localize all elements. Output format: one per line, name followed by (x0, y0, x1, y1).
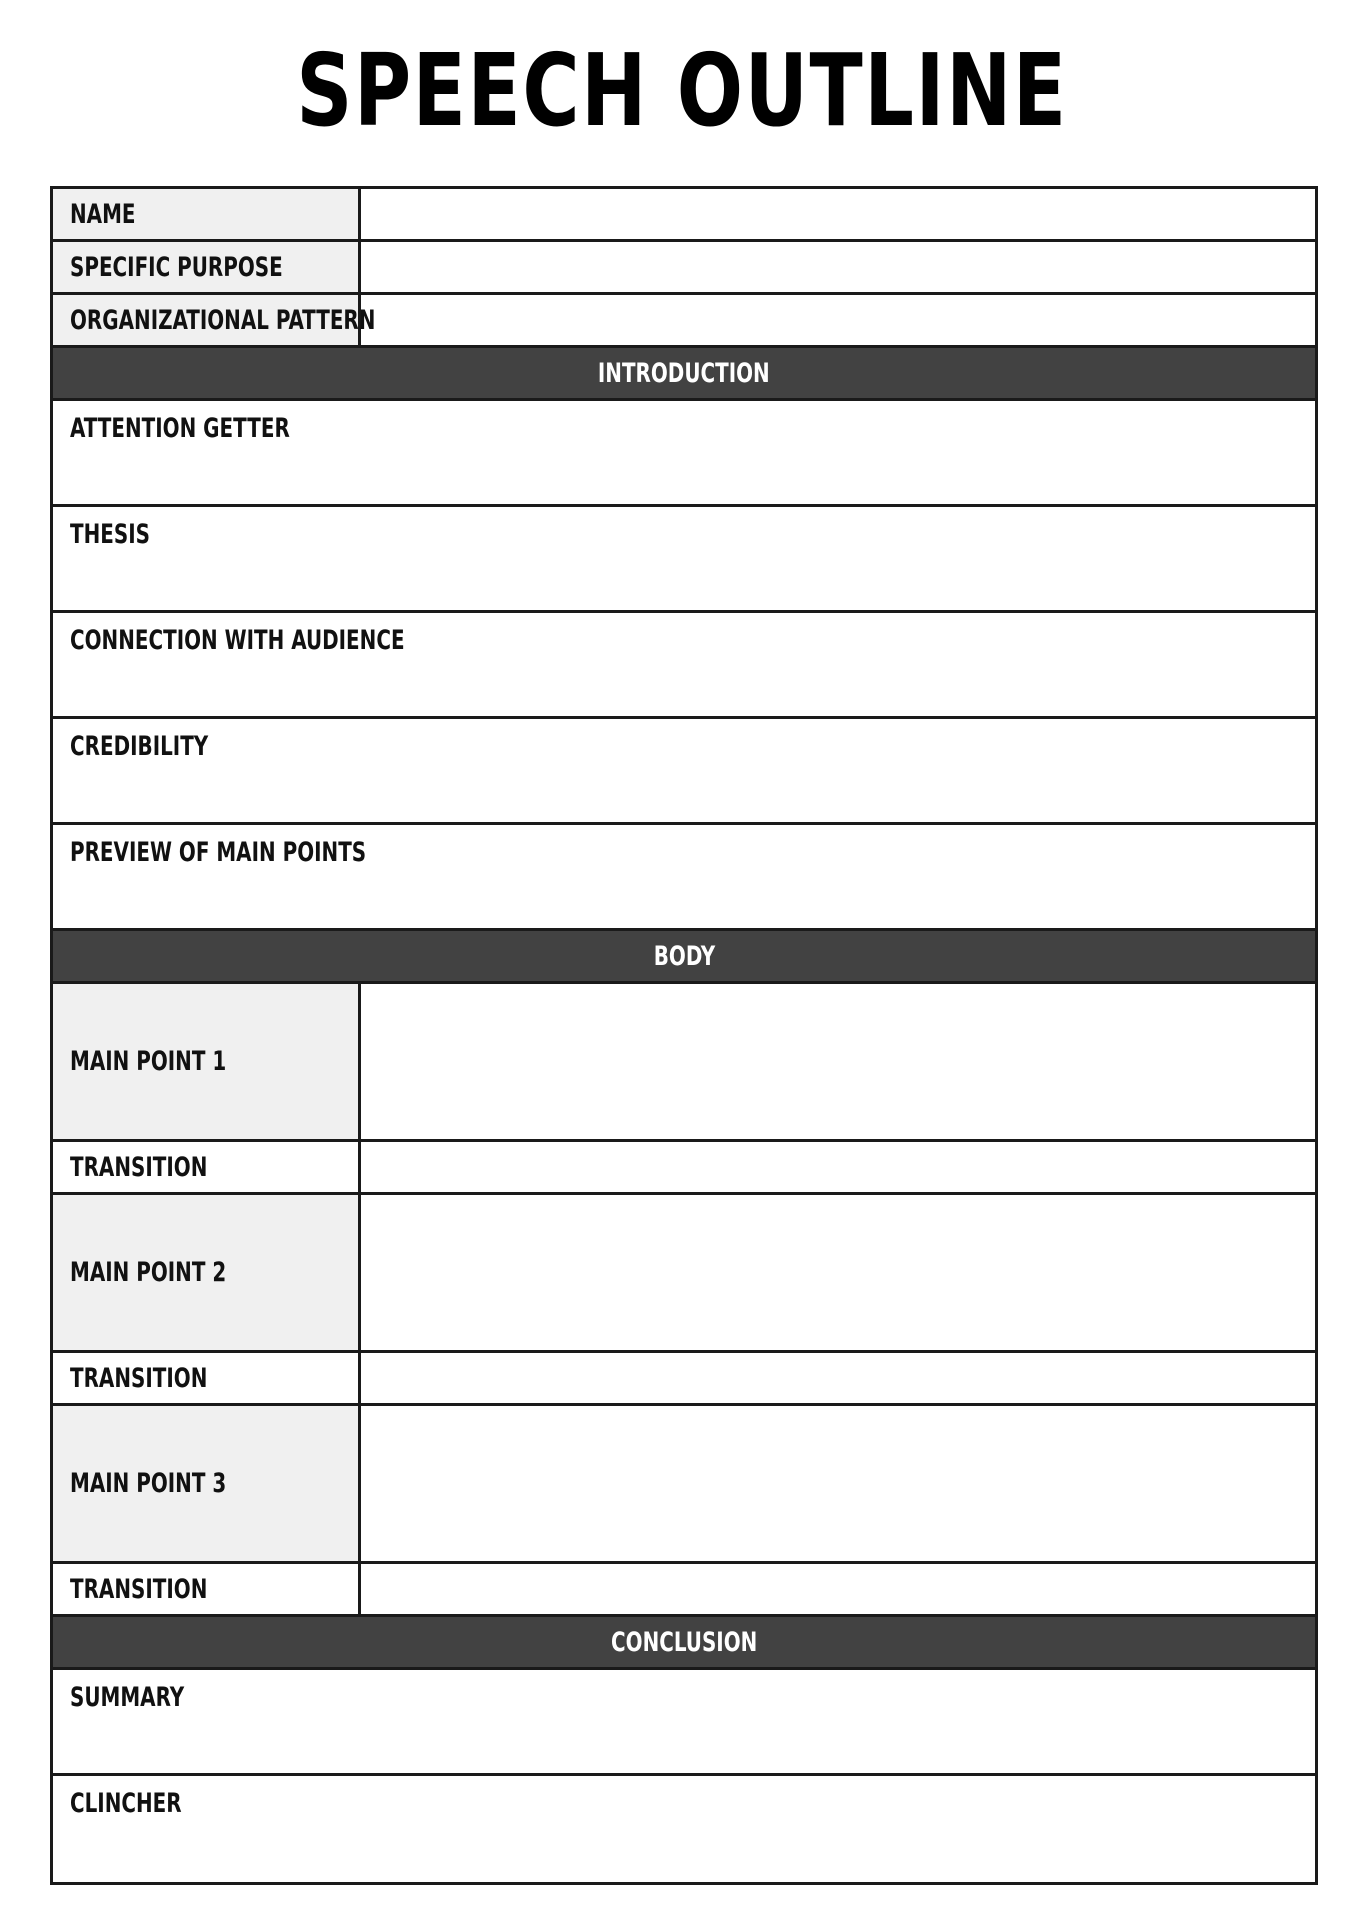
transition-1-row (53, 1142, 1315, 1195)
credibility-field[interactable] (53, 719, 1315, 825)
main-point-2-label: MAIN POINT 2 (53, 1195, 361, 1350)
outline-form (50, 186, 1318, 1885)
specific-purpose-row (53, 242, 1315, 295)
name-label: NAME (53, 189, 361, 239)
body-header: BODY (53, 931, 1315, 984)
clincher-field[interactable] (53, 1776, 1315, 1882)
organizational-pattern-label: ORGANIZATIONAL PATTERN (53, 295, 361, 345)
transition-3-label: TRANSITION (53, 1564, 361, 1614)
main-point-1-label: MAIN POINT 1 (53, 984, 361, 1139)
thesis-label: THESIS (70, 519, 150, 550)
specific-purpose-field[interactable] (361, 242, 1315, 292)
clincher-label: CLINCHER (70, 1788, 182, 1819)
organizational-pattern-field[interactable] (361, 295, 1315, 345)
preview-of-main-points-field[interactable] (53, 825, 1315, 931)
transition-3-field[interactable] (361, 1564, 1315, 1614)
page-title: SPEECH OUTLINE (296, 32, 1068, 149)
conclusion-header: CONCLUSION (53, 1617, 1315, 1670)
transition-1-label: TRANSITION (53, 1142, 361, 1192)
transition-2-field[interactable] (361, 1353, 1315, 1403)
transition-2-row (53, 1353, 1315, 1406)
name-field[interactable] (361, 189, 1315, 239)
transition-2-label: TRANSITION (53, 1353, 361, 1403)
introduction-header: INTRODUCTION (53, 348, 1315, 401)
summary-label: SUMMARY (70, 1682, 185, 1713)
main-point-3-field[interactable] (361, 1406, 1315, 1561)
main-point-3-label: MAIN POINT 3 (53, 1406, 361, 1561)
connection-with-audience-field[interactable] (53, 613, 1315, 719)
organizational-pattern-row (53, 295, 1315, 348)
connection-with-audience-label: CONNECTION WITH AUDIENCE (70, 625, 405, 656)
attention-getter-label: ATTENTION GETTER (70, 413, 290, 444)
transition-3-row (53, 1564, 1315, 1617)
attention-getter-field[interactable] (53, 401, 1315, 507)
main-point-2-field[interactable] (361, 1195, 1315, 1350)
name-row (53, 189, 1315, 242)
preview-of-main-points-label: PREVIEW OF MAIN POINTS (70, 837, 367, 868)
summary-field[interactable] (53, 1670, 1315, 1776)
main-point-3-row (53, 1406, 1315, 1564)
main-point-1-row (53, 984, 1315, 1142)
thesis-field[interactable] (53, 507, 1315, 613)
main-point-2-row (53, 1195, 1315, 1353)
main-point-1-field[interactable] (361, 984, 1315, 1139)
credibility-label: CREDIBILITY (70, 731, 209, 762)
specific-purpose-label: SPECIFIC PURPOSE (53, 242, 361, 292)
transition-1-field[interactable] (361, 1142, 1315, 1192)
